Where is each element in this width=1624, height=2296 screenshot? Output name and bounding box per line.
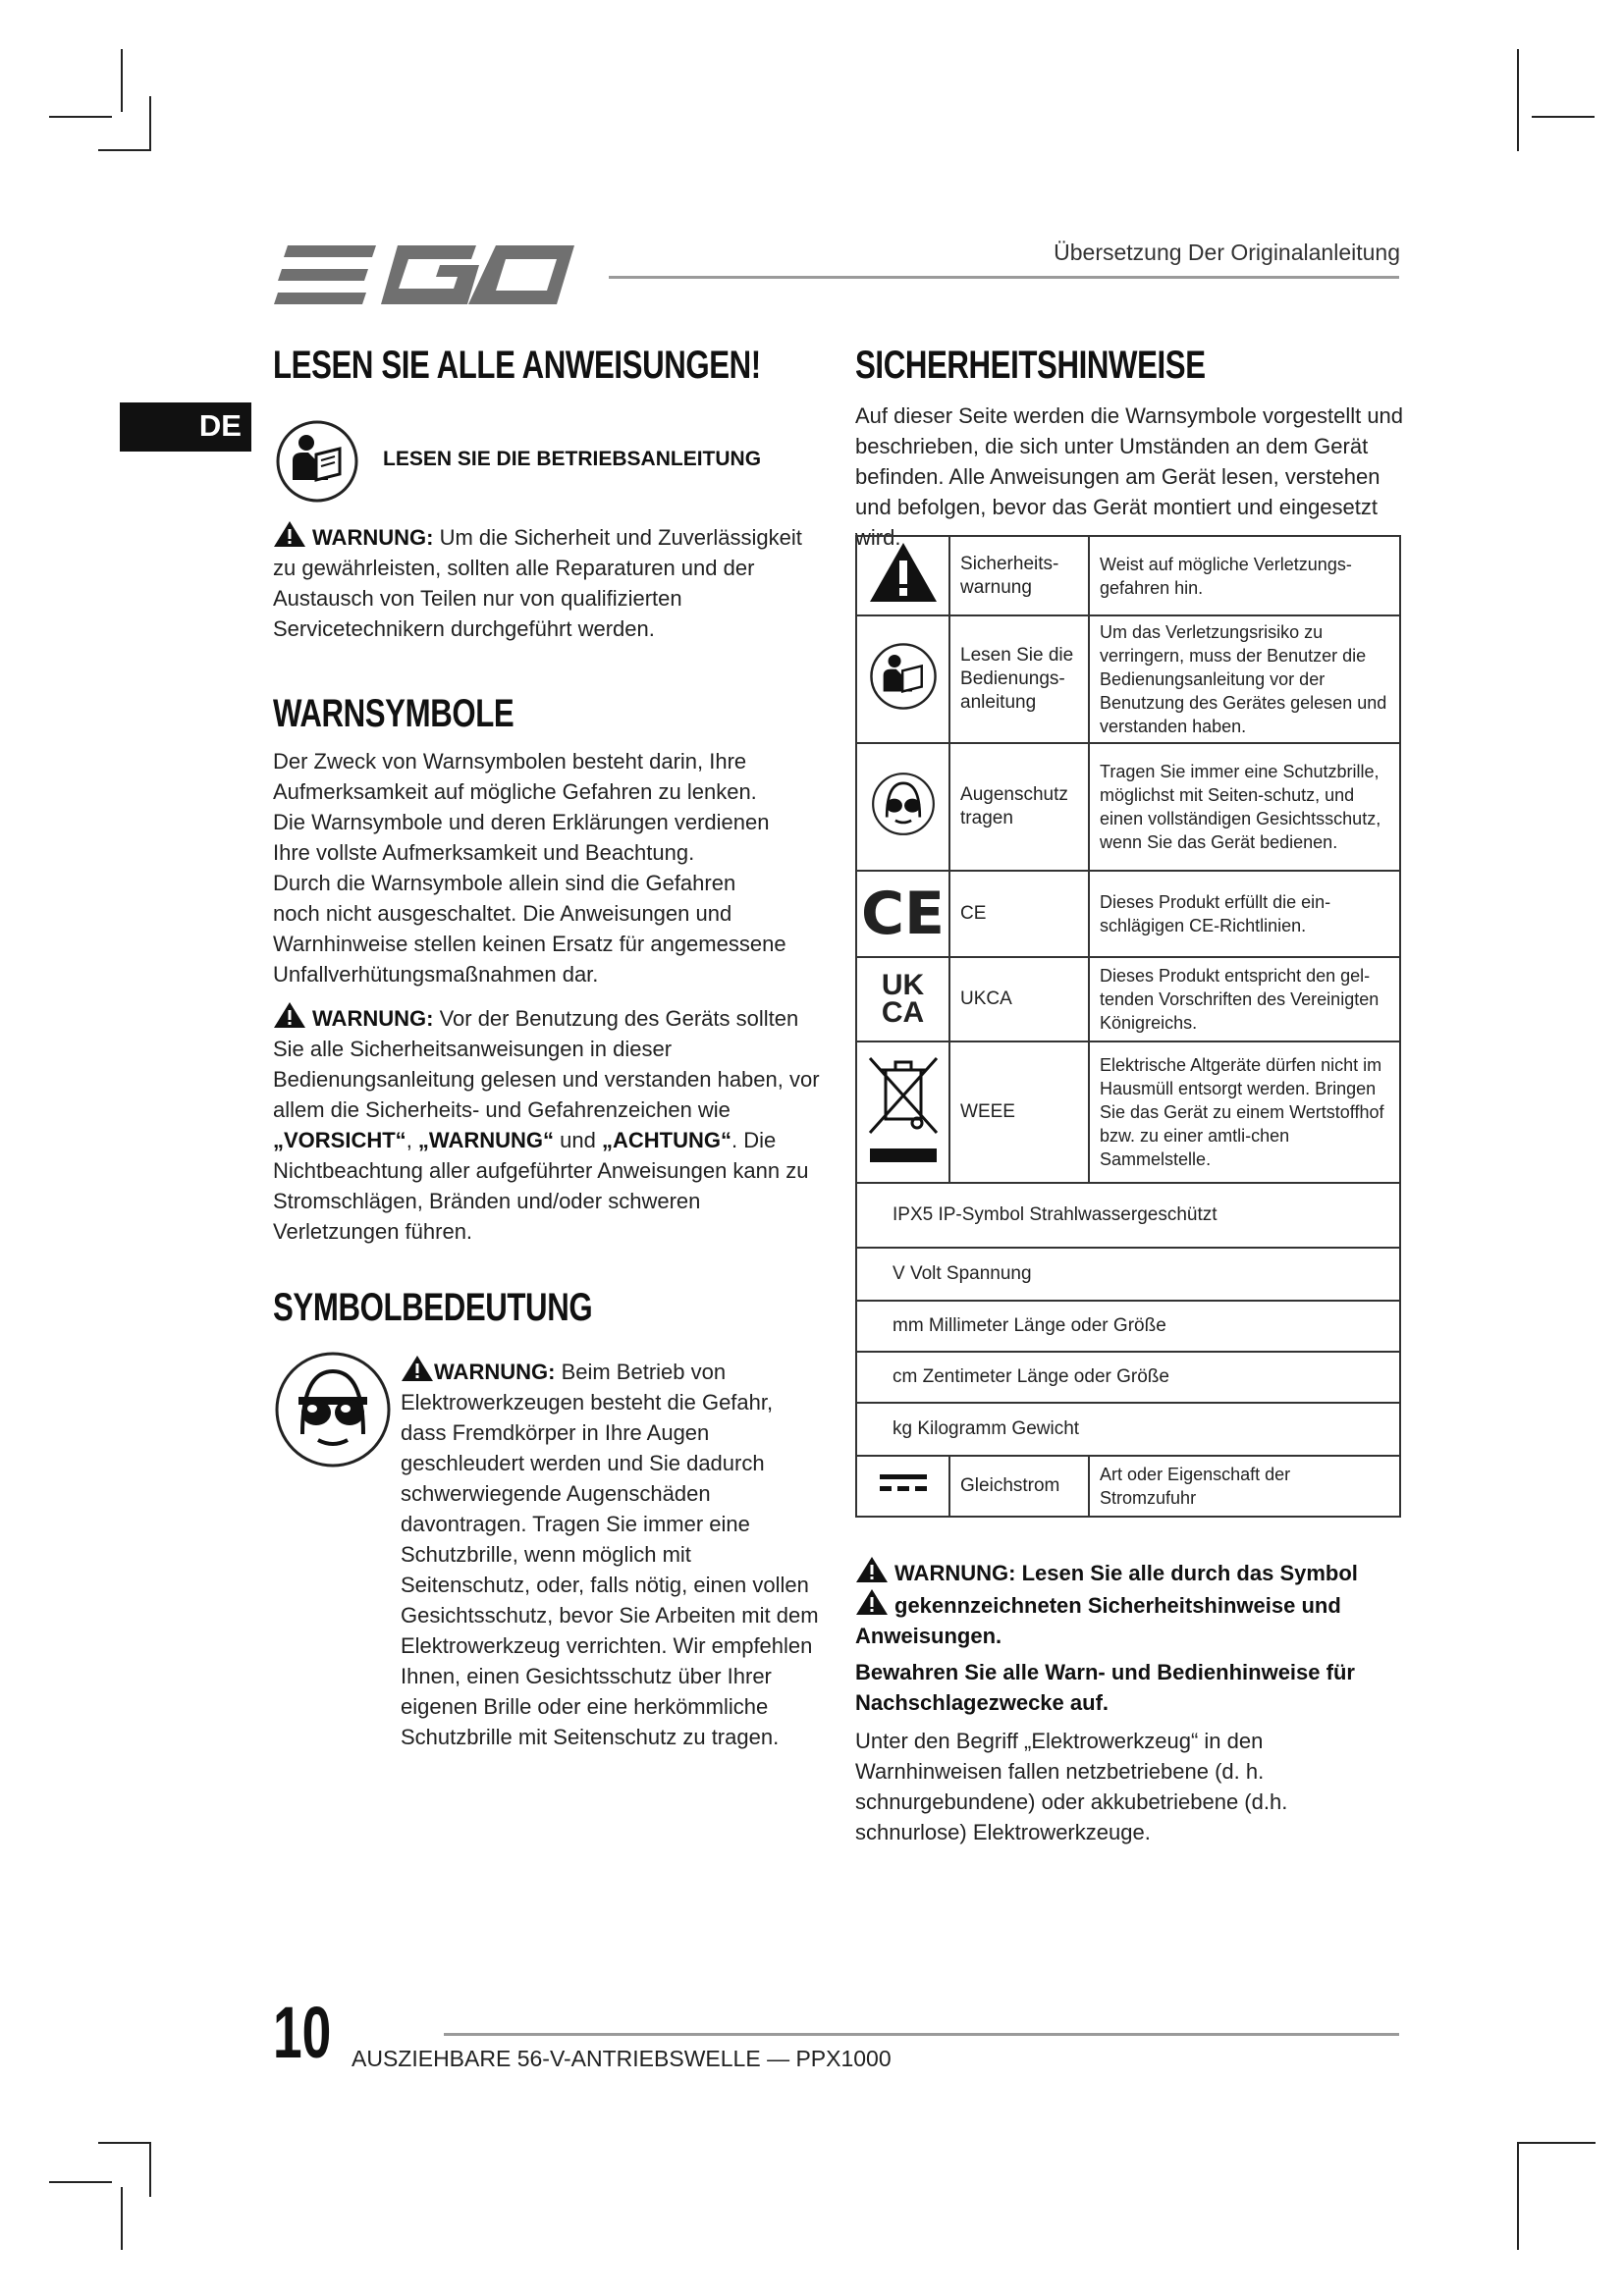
warning-repairs xyxy=(273,520,823,644)
read-manual-icon xyxy=(869,642,938,711)
warning-triangle-icon xyxy=(855,1556,889,1583)
ce-mark: CE xyxy=(861,880,946,948)
crop-mark xyxy=(1532,116,1595,118)
warning-label: WARNUNG: xyxy=(312,1006,434,1031)
table-row xyxy=(856,1352,1400,1403)
footer-product: AUSZIEHBARE 56-V-ANTRIEBSWELLE — PPX1000 xyxy=(352,2046,892,2071)
intro-text: Auf dieser Seite werden die Warnsymbole vorgestellt und beschrieben, die sich unter Umständen an dem Gerät befinden. Alle Anweisungen am Gerät lesen, verstehen und befolgen, bevor das Gerät montiert und eingesetzt wird. xyxy=(855,403,1404,550)
read-manual-icon xyxy=(275,419,359,504)
symbol-cell xyxy=(856,615,949,743)
table-row xyxy=(856,957,1400,1041)
crop-mark xyxy=(98,2142,151,2144)
table-row xyxy=(856,615,1400,743)
warning-read-all-text: Lesen Sie alle durch das Symbol xyxy=(1021,1561,1358,1585)
table-row xyxy=(856,1041,1400,1183)
crop-mark xyxy=(98,149,151,151)
symbol-cell xyxy=(856,536,949,615)
warning-triangle-icon xyxy=(273,1001,306,1029)
symbol-name: Gleichstrom xyxy=(949,1456,1089,1517)
warnsymbole-text xyxy=(273,746,823,989)
ego-logo xyxy=(274,227,578,310)
warning-triangle-icon xyxy=(273,520,306,548)
mm-cell: mm Millimeter Länge oder Größe xyxy=(856,1301,1400,1352)
symbol-name: WEEE xyxy=(949,1041,1089,1183)
symbol-cell xyxy=(856,1456,949,1517)
crop-mark xyxy=(149,2142,151,2197)
warning-triangle-icon xyxy=(401,1355,434,1382)
header-subtitle: Übersetzung Der Originalanleitung xyxy=(1054,240,1400,265)
header-rule xyxy=(609,276,1399,279)
crop-mark xyxy=(149,96,151,151)
symbol-desc: Dieses Produkt entspricht den gel-tenden Vorschriften des Vereinigten Königreichs. xyxy=(1089,957,1400,1041)
symbol-cell xyxy=(856,957,949,1041)
symbol-desc: Art oder Eigenschaft der Stromzufuhr xyxy=(1089,1456,1400,1517)
symbol-table xyxy=(855,535,1401,1518)
crop-mark xyxy=(1517,2142,1596,2144)
text-line: Aufmerksamkeit auf mögliche Gefahren zu lenken. xyxy=(273,779,757,804)
warning-instructions-text: Vor der Benutzung des Geräts sollten Sie alle Sicherheitsanweisungen in dieser Bedienungsanleitung gelesen und verstanden haben, vor allem die Sicherheits- und Gefahrenzeichen wie xyxy=(273,1006,820,1122)
table-row xyxy=(856,1403,1400,1456)
text-line: Unfallverhütungsmaßnahmen dar. xyxy=(273,962,599,987)
text-line: Warnhinweise stellen keinen Ersatz für angemessene xyxy=(273,932,786,956)
separator: und xyxy=(554,1128,602,1152)
warning-read-all xyxy=(855,1556,1405,1651)
symbol-name: UKCA xyxy=(949,957,1089,1041)
warning-instructions-text-end: . Die Nichtbeachtung aller aufgeführter Anweisungen kann zu Stromschlägen, Bränden und/oder schweren Verletzungen führen. xyxy=(273,1128,809,1244)
symbol-desc: Dieses Produkt erfüllt die ein-schlägigen CE-Richtlinien. xyxy=(1089,871,1400,957)
table-row xyxy=(856,871,1400,957)
symbol-desc: Tragen Sie immer eine Schutzbrille, möglichst mit Seiten-schutz, und einen vollständigen Gesichtsschutz, wenn Sie das Gerät bedienen. xyxy=(1089,743,1400,871)
text-line: noch nicht ausgeschaltet. Die Anweisungen und xyxy=(273,901,732,926)
crop-mark xyxy=(121,2187,123,2250)
text-line: Ihre vollste Aufmerksamkeit und Beachtung. xyxy=(273,840,695,865)
text-line: Der Zweck von Warnsymbolen besteht darin, Ihre xyxy=(273,749,747,774)
warning-label: WARNUNG: xyxy=(434,1360,556,1384)
crop-mark xyxy=(49,2181,112,2183)
symbol-desc: Elektrische Altgeräte dürfen nicht im Hausmüll entsorgt werden. Bringen Sie das Gerät zu einem Wertstoffhof bzw. zu einer amtli-chen Sammelstelle. xyxy=(1089,1041,1400,1183)
table-row xyxy=(856,1248,1400,1301)
warning-instructions xyxy=(273,1001,823,1247)
eye-protection-icon xyxy=(871,772,936,836)
safety-alert-icon xyxy=(868,541,939,604)
table-row xyxy=(856,1183,1400,1248)
symbol-cell xyxy=(856,871,949,957)
symbol-cell xyxy=(856,1041,949,1183)
symbol-name: CE xyxy=(949,871,1089,957)
cm-cell: cm Zentimeter Länge oder Größe xyxy=(856,1352,1400,1403)
read-manual-label: LESEN SIE DIE BETRIEBSANLEITUNG xyxy=(383,448,762,470)
table-row xyxy=(856,1301,1400,1352)
crop-mark xyxy=(1517,49,1519,151)
read-instructions-heading: LESEN SIE ALLE ANWEISUNGEN! xyxy=(273,344,761,387)
symbol-desc: Weist auf mögliche Verletzungs-gefahren hin. xyxy=(1089,536,1400,615)
warning-eye xyxy=(401,1355,823,1752)
ukca-mark-bottom: CA xyxy=(881,996,925,1029)
warning-label: WARNUNG: xyxy=(894,1561,1016,1585)
volt-cell: V Volt Spannung xyxy=(856,1248,1400,1301)
kg-cell: kg Kilogramm Gewicht xyxy=(856,1403,1400,1456)
symbolbedeutung-heading: SYMBOLBEDEUTUNG xyxy=(273,1286,593,1329)
text-line: Die Warnsymbole und deren Erklärungen verdienen xyxy=(273,810,770,834)
term-achtung: „ACHTUNG“ xyxy=(601,1128,731,1152)
warning-repairs-text: Um die Sicherheit und Zuverlässigkeit zu gewährleisten, sollten alle Reparaturen und der Austausch von Teilen nur von qualifizierten Servicetechnikern durchgeführt werden. xyxy=(273,525,802,641)
direct-current-icon xyxy=(878,1470,929,1496)
term-warnung: „WARNUNG“ xyxy=(417,1128,555,1152)
warning-label: WARNUNG: xyxy=(312,525,434,550)
symbol-desc: Um das Verletzungsrisiko zu verringern, muss der Benutzer die Bedienungsanleitung vor der Benutzung des Gerätes gelesen und verstanden haben. xyxy=(1089,615,1400,743)
power-tool-definition: Unter den Begriff „Elektrowerkzeug“ in den Warnhinweisen fallen netzbetriebene (d. h. schnurgebundene) oder akkubetriebene (d.h. schnurlose) Elektrowerkzeuge. xyxy=(855,1729,1288,1844)
table-row xyxy=(856,1456,1400,1517)
page-number: 10 xyxy=(273,1992,332,2073)
warning-eye-text: Beim Betrieb von Elektrowerkzeugen besteht die Gefahr, dass Fremdkörper in Ihre Augen geschleudert werden und Sie dadurch schwerwiegende Augenschäden davontragen. Tragen Sie immer eine Schutzbrille, wenn möglich mit Seitenschutz, oder, falls nötig, einen vollen Gesichtsschutz, bevor Sie Arbeiten mit dem Elektrowerkzeug verrichten. Wir empfehlen Ihnen, einen Gesichtsschutz über Ihrer eigenen Brille oder eine herkömmliche Schutzbrille mit Seitenschutz zu tragen. xyxy=(401,1360,819,1749)
table-row xyxy=(856,536,1400,615)
table-row xyxy=(856,743,1400,871)
crop-mark xyxy=(1517,2142,1519,2250)
crossed-bin-icon xyxy=(866,1050,941,1168)
ipx5-cell: IPX5 IP-Symbol Strahlwassergeschützt xyxy=(856,1183,1400,1248)
separator: , xyxy=(406,1128,418,1152)
crop-mark xyxy=(121,49,123,112)
footer-rule xyxy=(444,2033,1399,2036)
crop-mark xyxy=(49,116,112,118)
symbol-cell xyxy=(856,743,949,871)
symbol-name: Augenschutz tragen xyxy=(949,743,1089,871)
sicherheitshinweise-heading: SICHERHEITSHINWEISE xyxy=(855,344,1206,387)
ukca-mark-top: UK xyxy=(881,969,925,1001)
warning-read-all-text-2: gekennzeichneten Sicherheitshinweise und Anweisungen. xyxy=(855,1593,1341,1648)
language-tab: DE xyxy=(120,402,251,452)
symbol-name: Sicherheits-warnung xyxy=(949,536,1089,615)
eye-protection-icon xyxy=(273,1350,393,1469)
term-vorsicht: „VORSICHT“ xyxy=(273,1128,406,1152)
keep-instructions: Bewahren Sie alle Warn- und Bedienhinweise für Nachschlagezwecke auf. xyxy=(855,1660,1355,1715)
logo-text: EGO xyxy=(274,227,309,243)
warning-triangle-icon xyxy=(855,1588,889,1616)
warnsymbole-heading: WARNSYMBOLE xyxy=(273,692,514,735)
symbol-name: Lesen Sie die Bedienungs-anleitung xyxy=(949,615,1089,743)
text-line: Durch die Warnsymbole allein sind die Gefahren xyxy=(273,871,736,895)
